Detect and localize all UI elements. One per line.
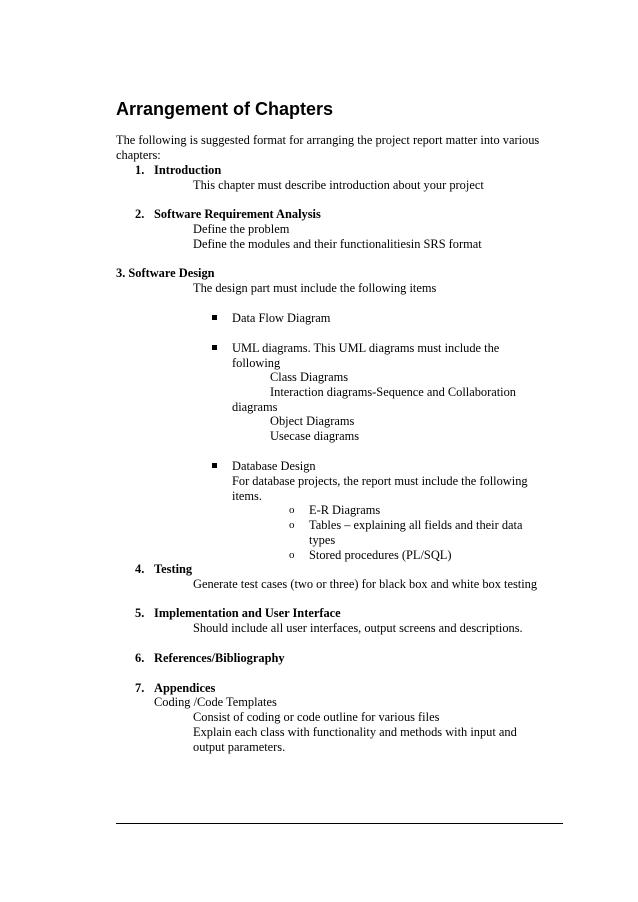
section-6-heading: References/Bibliography [154,651,285,665]
page-title: Arrangement of Chapters [116,99,334,119]
section-2-heading: Software Requirement Analysis [154,207,321,221]
footer-divider [116,823,563,824]
section-5-line-1: Should include all user interfaces, output screens and descriptions. [193,621,523,635]
uml-object-diagrams: Object Diagrams [270,414,355,428]
db-stored-procedures: Stored procedures (PL/SQL) [309,548,452,562]
section-4-number: 4. [135,562,145,576]
section-2-number: 2. [135,207,145,221]
section-6-number: 6. [135,651,145,665]
bullet-uml-line-1: UML diagrams. This UML diagrams must include the [232,341,500,355]
square-bullet-icon [212,315,217,320]
section-7-line-3: output parameters. [193,740,286,754]
section-4-line-1: Generate test cases (two or three) for black box and white box testing [193,577,538,591]
uml-interaction-diagrams-cont: diagrams [232,400,278,414]
section-5-heading: Implementation and User Interface [154,606,341,620]
uml-usecase-diagrams: Usecase diagrams [270,429,360,443]
uml-interaction-diagrams: Interaction diagrams-Sequence and Collaboration [270,385,517,399]
section-3-heading: 3. Software Design [116,266,215,280]
intro-line-2: chapters: [116,148,161,162]
square-bullet-icon [212,463,217,468]
section-7-line-1: Consist of coding or code outline for various files [193,710,440,724]
uml-class-diagrams: Class Diagrams [270,370,349,384]
circle-bullet-icon: o [289,549,295,561]
section-1-heading: Introduction [154,163,222,177]
db-tables-line-1: Tables – explaining all fields and their data [309,518,523,532]
section-1-line-1: This chapter must describe introduction about your project [193,178,484,192]
section-5-number: 5. [135,606,145,620]
section-7-number: 7. [135,681,145,695]
section-4-heading: Testing [154,562,193,576]
bullet-database-line-1: Database Design [232,459,316,473]
circle-bullet-icon: o [289,504,295,516]
bullet-database-line-2: For database projects, the report must include the following [232,474,528,488]
section-3-line-1: The design part must include the following items [193,281,437,295]
section-7-heading: Appendices [154,681,216,695]
db-er-diagrams: E-R Diagrams [309,503,381,517]
bullet-database-line-3: items. [232,489,262,503]
bullet-data-flow-diagram: Data Flow Diagram [232,311,331,325]
db-tables-line-2: types [309,533,336,547]
circle-bullet-icon: o [289,519,295,531]
section-7-sub-heading: Coding /Code Templates [154,695,277,709]
section-7-line-2: Explain each class with functionality and methods with input and [193,725,517,739]
section-1-number: 1. [135,163,145,177]
square-bullet-icon [212,345,217,350]
section-2-line-1: Define the problem [193,222,290,236]
section-2-line-2: Define the modules and their functionalitiesin SRS format [193,237,482,251]
bullet-uml-line-2: following [232,356,281,370]
intro-line-1: The following is suggested format for arranging the project report matter into various [116,133,540,147]
